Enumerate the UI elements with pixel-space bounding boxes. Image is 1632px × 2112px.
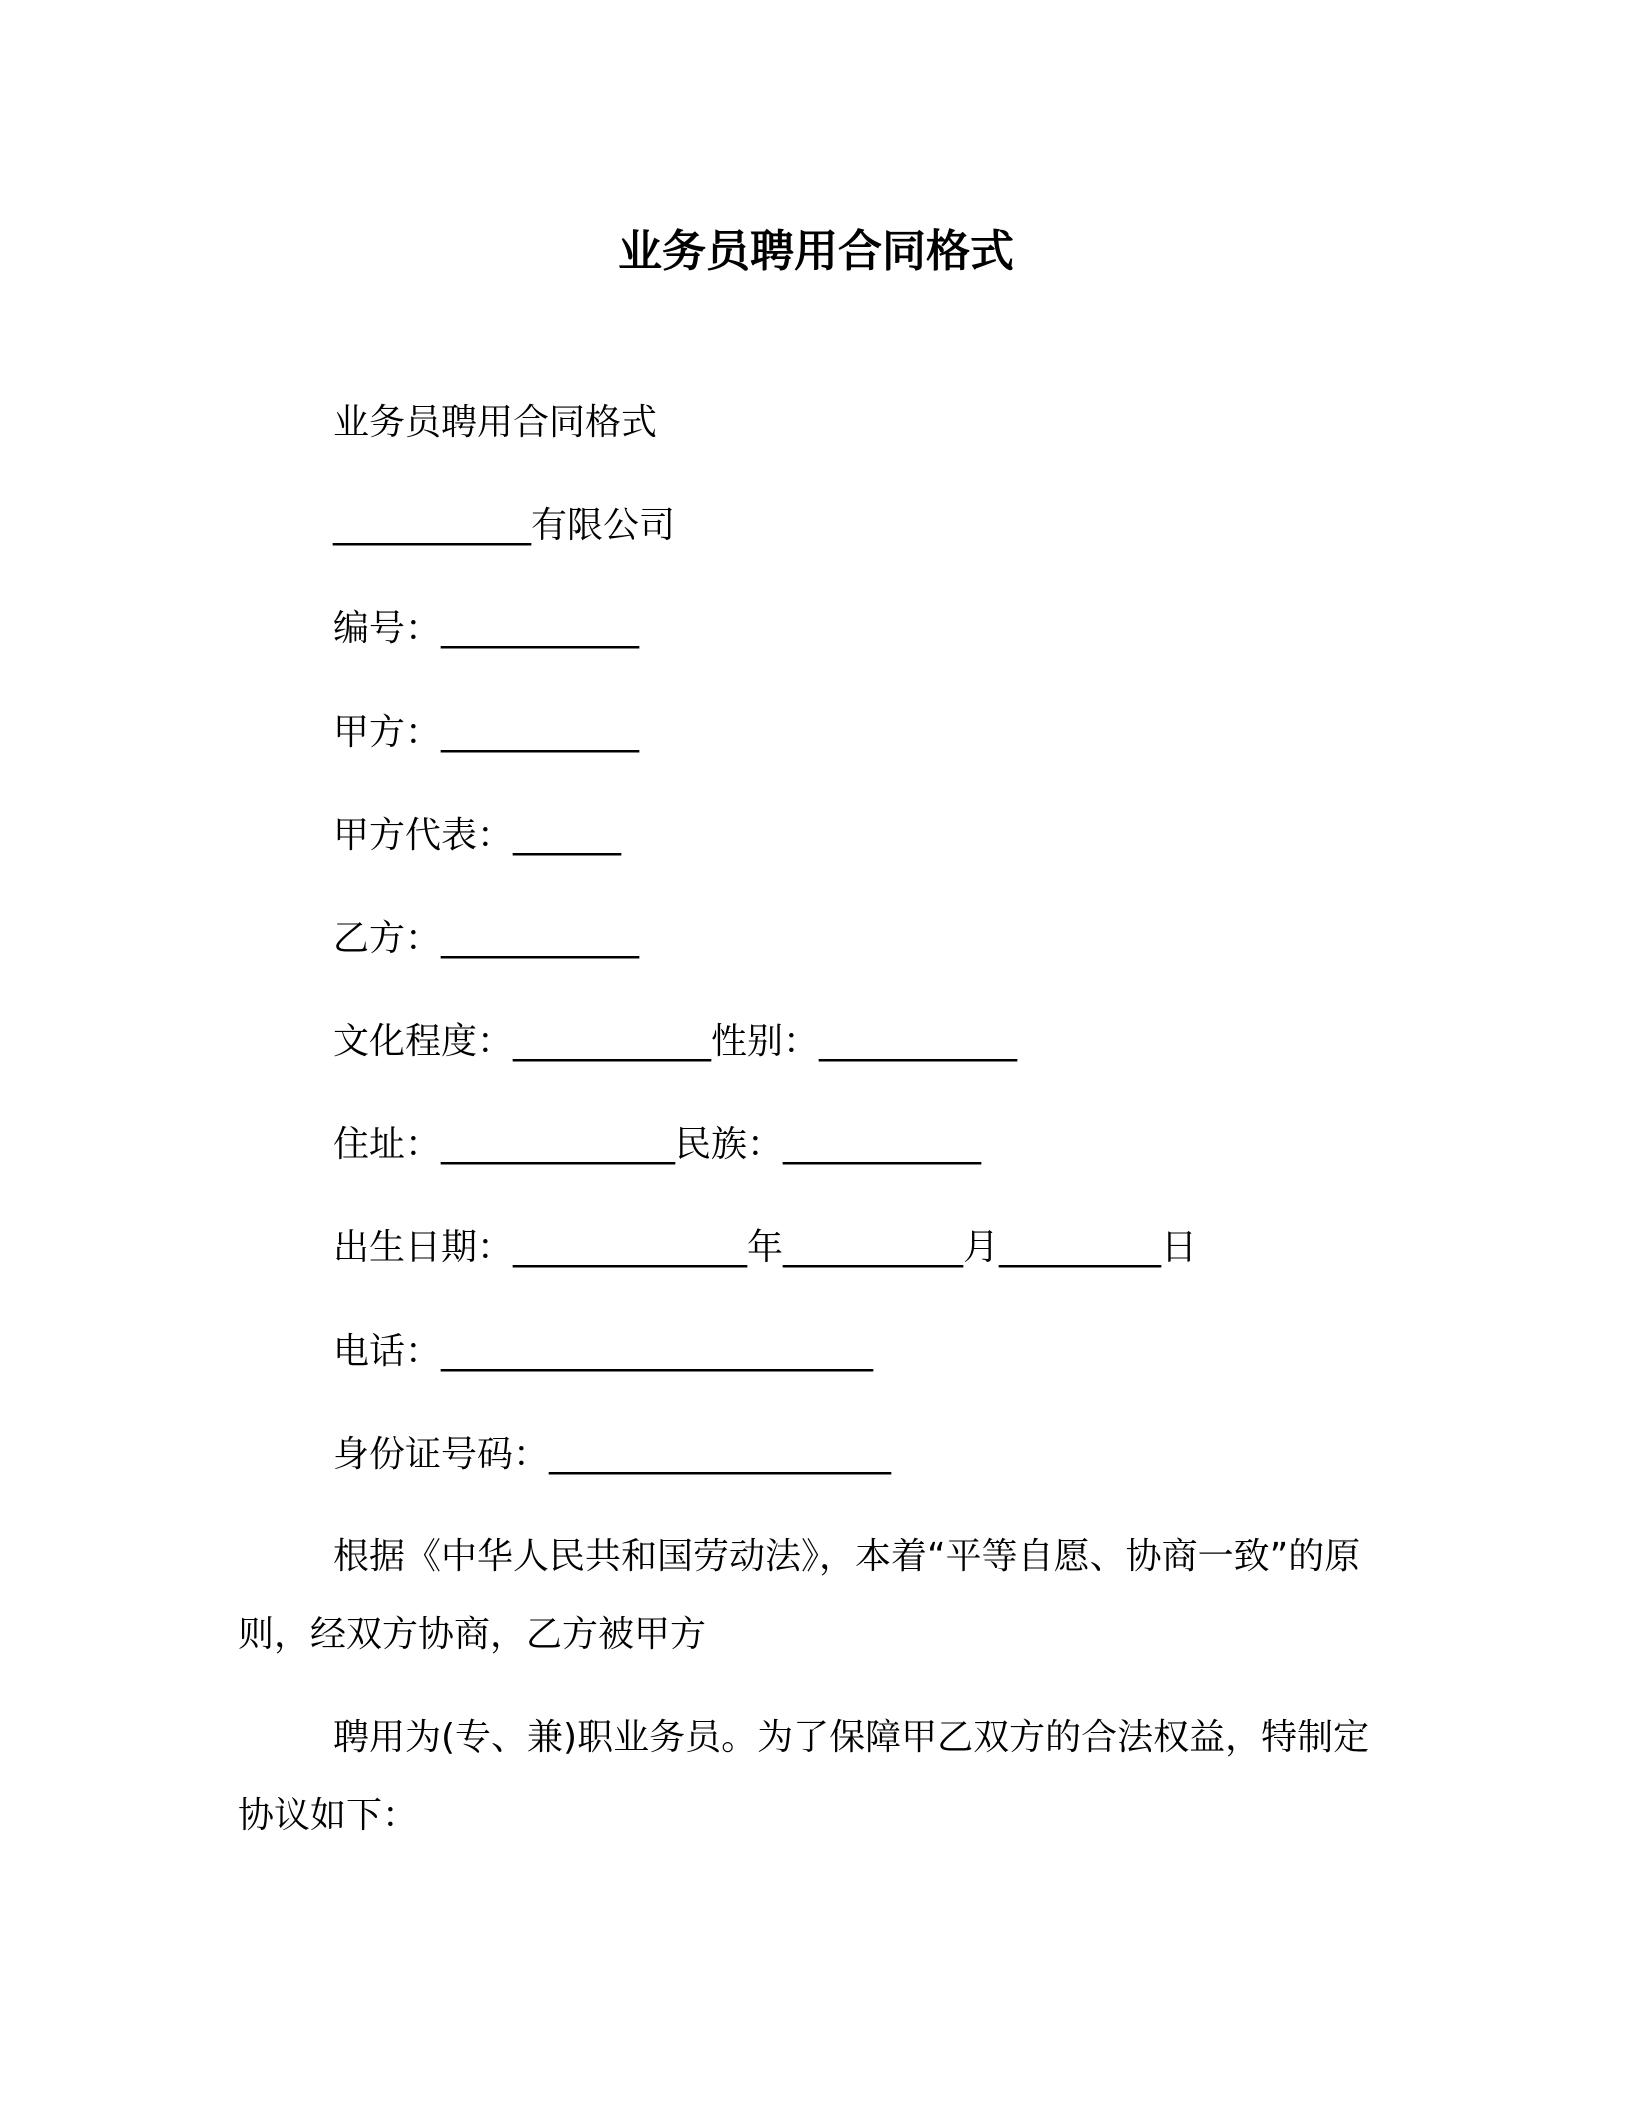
id-number-line: 身份证号码：___________________ — [333, 1434, 892, 1475]
number-line: 编号：___________ — [333, 608, 640, 649]
subtitle-line: 业务员聘用合同格式 — [333, 402, 658, 443]
paragraph-appointment: 聘用为(专、兼)职业务员。为了保障甲乙双方的合法权益，特制定协议如下： — [238, 1717, 1370, 1836]
phone-line: 电话：________________________ — [333, 1331, 874, 1372]
company-line: ___________有限公司 — [333, 505, 676, 546]
birth-date-line: 出生日期：_____________年__________月_________日 — [333, 1227, 1198, 1268]
paragraph-basis: 根据《中华人民共和国劳动法》，本着“平等自愿、协商一致”的原则，经双方协商，乙方被甲方 — [238, 1536, 1361, 1655]
party-b-line: 乙方：___________ — [333, 918, 640, 959]
party-a-line: 甲方：___________ — [333, 712, 640, 753]
address-ethnicity-line: 住址：_____________民族：___________ — [333, 1124, 982, 1165]
document-title: 业务员聘用合同格式 — [618, 226, 1014, 277]
party-a-representative-line: 甲方代表：______ — [333, 815, 622, 856]
education-gender-line: 文化程度：___________性别：___________ — [333, 1021, 1018, 1062]
